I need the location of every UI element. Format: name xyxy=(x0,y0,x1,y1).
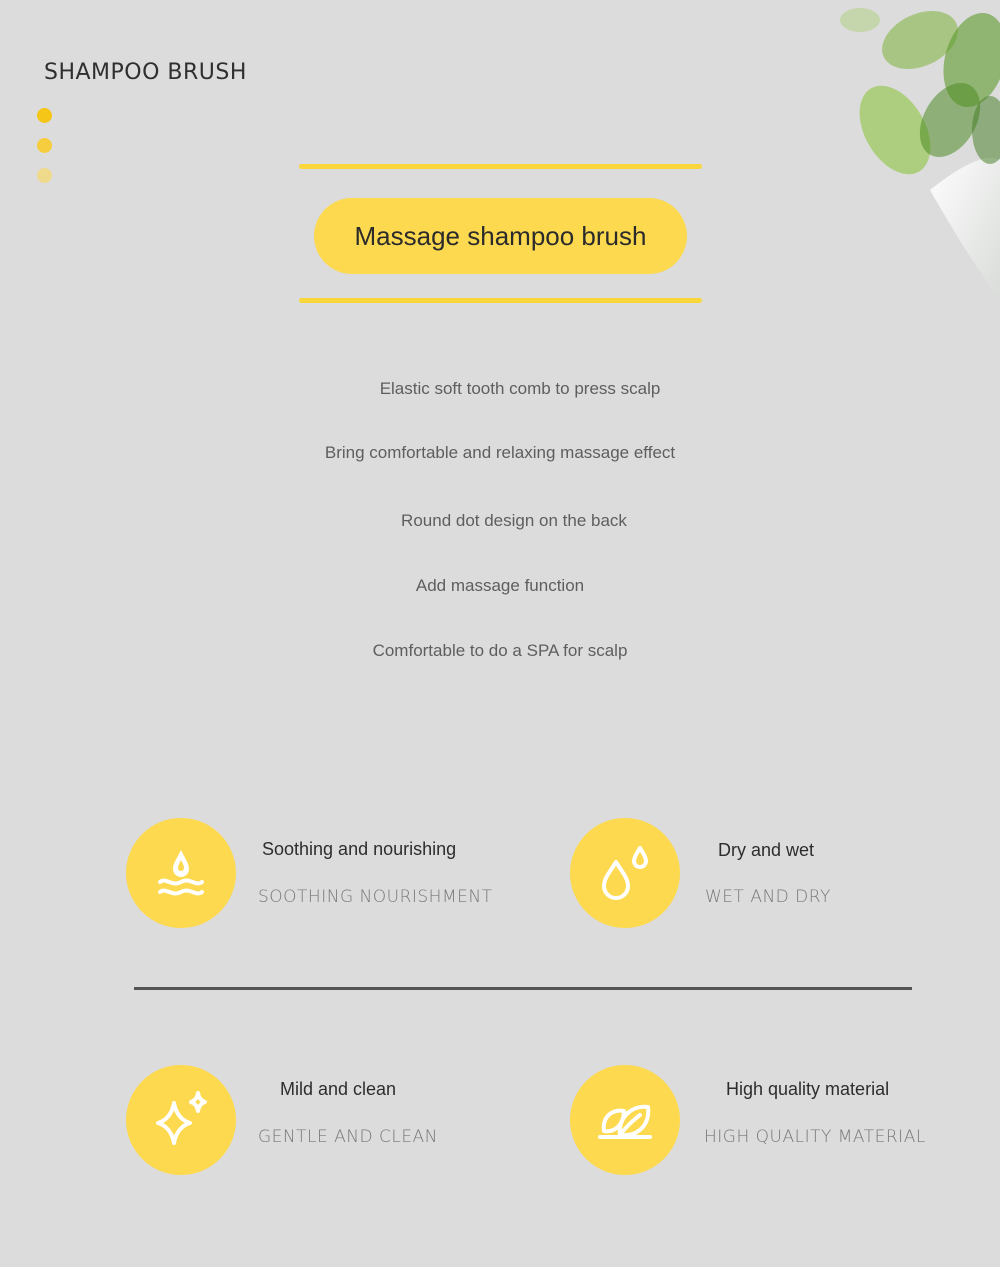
decorative-dots xyxy=(37,108,52,198)
headline-pill xyxy=(314,198,687,274)
sparkle-icon xyxy=(126,1065,236,1175)
badge-title-soothing: Soothing and nourishing xyxy=(262,839,457,859)
water-drop-wave-icon xyxy=(126,818,236,928)
water-drops-icon xyxy=(570,818,680,928)
plant-decoration-image xyxy=(780,0,1000,300)
badge-title-mild-clean: Mild and clean xyxy=(280,1079,397,1099)
badge-subtitle-dry-wet: WET AND DRY xyxy=(705,887,831,907)
badge-title-dry-wet: Dry and wet xyxy=(718,840,815,860)
headline-text: Massage shampoo brush xyxy=(354,220,647,251)
dot-1 xyxy=(37,108,52,123)
headline-top-rule xyxy=(299,164,702,169)
dot-3 xyxy=(37,168,52,183)
section-divider xyxy=(134,987,912,990)
headline-bottom-rule xyxy=(299,298,702,303)
feature-line-1: Elastic soft tooth comb to press scalp xyxy=(379,379,661,398)
brand-title: SHAMPOO BRUSH xyxy=(44,60,247,85)
badge-subtitle-soothing: SOOTHING NOURISHMENT xyxy=(258,887,493,907)
feature-line-3: Round dot design on the back xyxy=(401,511,627,530)
badge-subtitle-quality: HIGH QUALITY MATERIAL xyxy=(704,1127,926,1147)
feature-line-5: Comfortable to do a SPA for scalp xyxy=(372,641,628,660)
feature-line-2: Bring comfortable and relaxing massage effect xyxy=(324,443,676,462)
feature-line-4: Add massage function xyxy=(415,576,585,595)
leaf-icon xyxy=(570,1065,680,1175)
badge-subtitle-mild-clean: GENTLE AND CLEAN xyxy=(258,1127,438,1147)
badge-title-quality: High quality material xyxy=(726,1079,890,1099)
dot-2 xyxy=(37,138,52,153)
